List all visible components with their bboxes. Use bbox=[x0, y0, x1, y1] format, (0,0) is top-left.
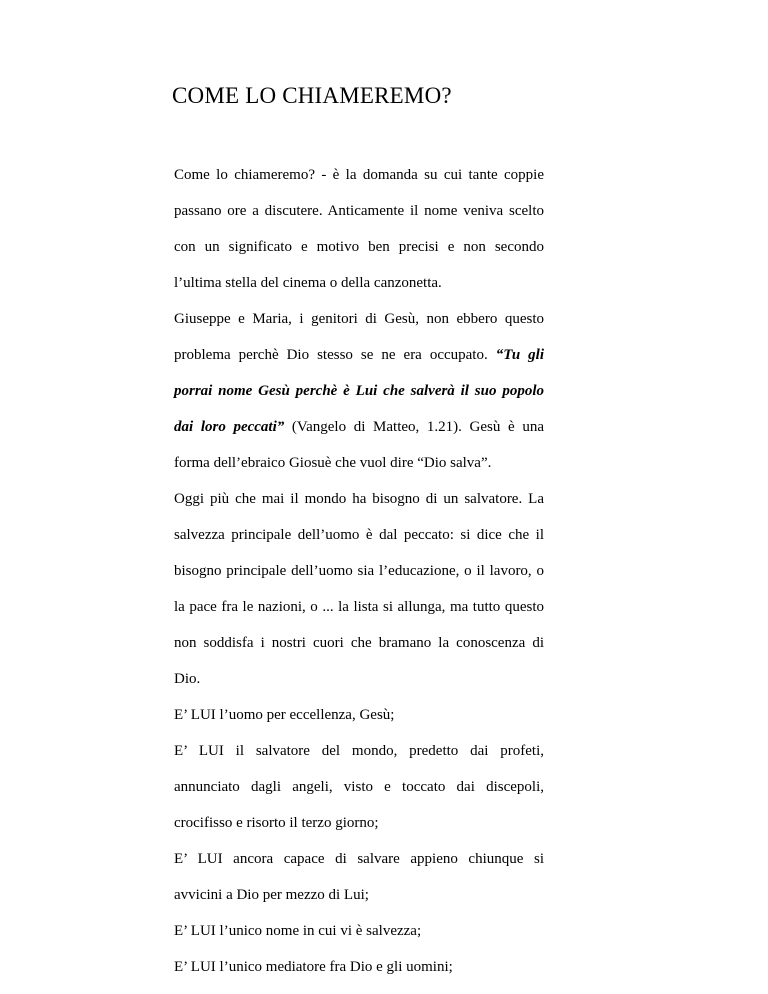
page-title: COME LO CHIAMEREMO? bbox=[172, 83, 452, 108]
text-line: la pace fra le nazioni, o ... la lista si allunga, ma tutto questo bbox=[174, 599, 544, 615]
text-line bbox=[174, 381, 544, 417]
text-line: annunciato dagli angeli, visto e toccato dai discepoli, bbox=[174, 779, 544, 795]
text-line bbox=[174, 417, 544, 453]
text-line: crocifisso e risorto il terzo giorno; bbox=[174, 815, 379, 831]
emphasized-quote: “Tu gli bbox=[495, 347, 544, 363]
text-line: Dio. bbox=[174, 671, 201, 687]
text-line: E’ LUI ancora capace di salvare appieno chiunque si bbox=[174, 851, 544, 867]
text-line: E’ LUI l’uomo per eccellenza, Gesù; bbox=[174, 707, 395, 723]
text-line: E’ LUI l’unico mediatore fra Dio e gli uomini; bbox=[174, 959, 453, 975]
body-text bbox=[174, 165, 544, 993]
text-line: E’ LUI il salvatore del mondo, predetto dai profeti, bbox=[174, 743, 544, 759]
text-line: Oggi più che mai il mondo ha bisogno di un salvatore. La bbox=[174, 491, 544, 507]
text-line: l’ultima stella del cinema o della canzonetta. bbox=[174, 275, 442, 291]
text-line: E’ LUI l’unico nome in cui vi è salvezza; bbox=[174, 923, 422, 939]
text-line bbox=[174, 345, 544, 381]
text-line: non soddisfa i nostri cuori che bramano la conoscenza di bbox=[174, 635, 544, 651]
text-line: Come lo chiameremo? - è la domanda su cui tante coppie bbox=[174, 167, 544, 183]
text-segment: (Vangelo di Matteo, 1.21). Gesù è una bbox=[284, 419, 544, 435]
emphasized-quote: porrai nome Gesù perchè è Lui che salverà il suo popolo bbox=[174, 383, 544, 399]
text-line: salvezza principale dell’uomo è dal peccato: si dice che il bbox=[174, 527, 544, 543]
text-line: bisogno principale dell’uomo sia l’educazione, o il lavoro, o bbox=[174, 563, 544, 579]
text-line: passano ore a discutere. Anticamente il nome veniva scelto bbox=[174, 203, 544, 219]
text-line: forma dell’ebraico Giosuè che vuol dire “Dio salva”. bbox=[174, 455, 492, 471]
text-segment: problema perchè Dio stesso se ne era occupato. bbox=[174, 347, 496, 363]
emphasized-quote: dai loro peccati” bbox=[174, 419, 285, 435]
text-line: avvicini a Dio per mezzo di Lui; bbox=[174, 887, 369, 903]
text-line: con un significato e motivo ben precisi e non secondo bbox=[174, 239, 544, 255]
text-line: Giuseppe e Maria, i genitori di Gesù, non ebbero questo bbox=[174, 311, 544, 327]
